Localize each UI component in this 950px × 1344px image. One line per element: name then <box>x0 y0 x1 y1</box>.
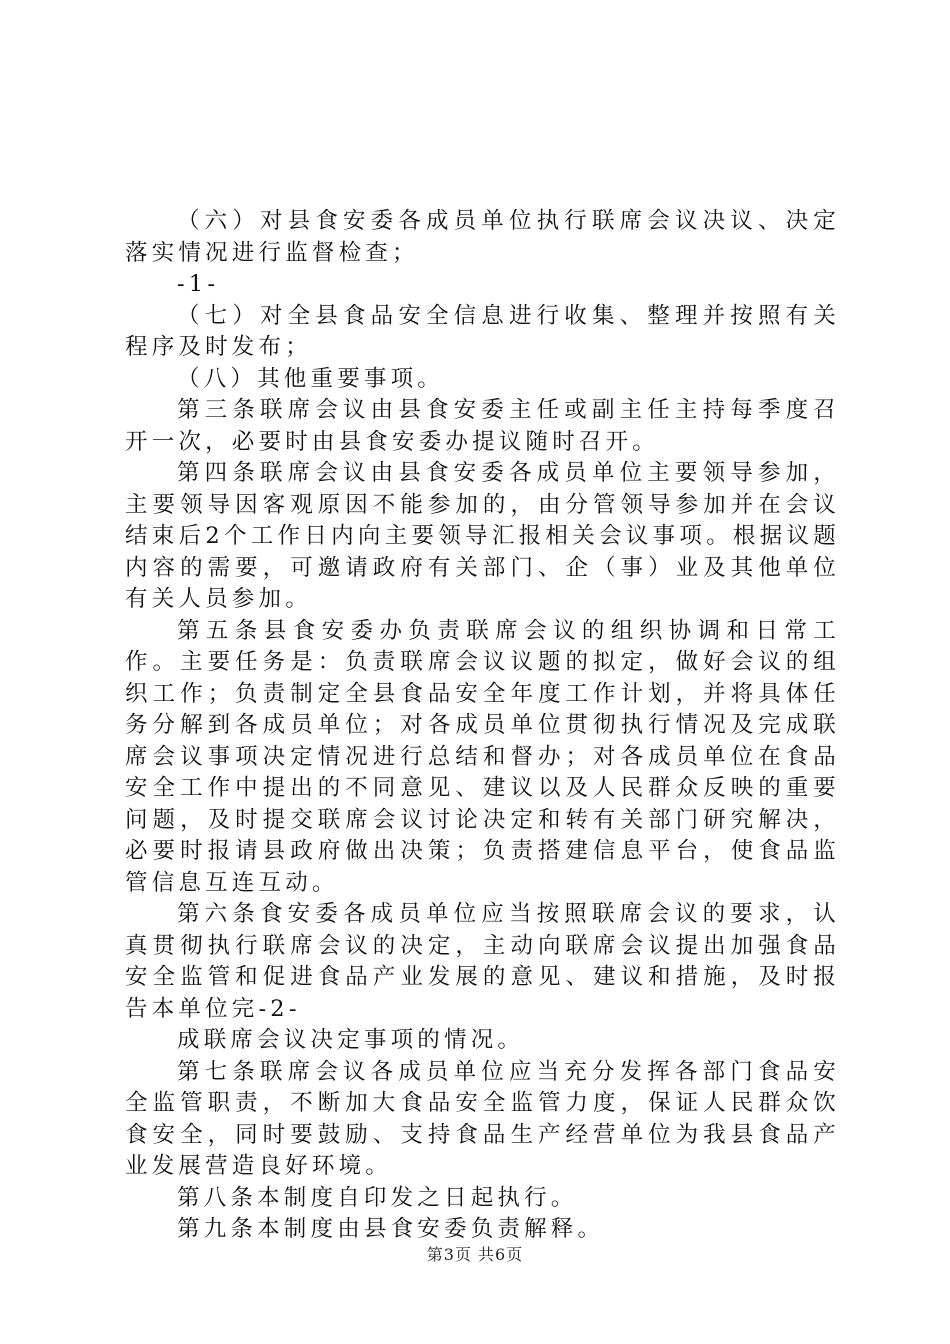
paragraph-article-5: 第五条县食安委办负责联席会议的组织协调和日常工作。主要任务是：负责联席会议议题的拟定，做好会议的组织工作；负责制定全县食品安全年度工作计划，并将具体任务分解到各成员单位；对各成员单位贯彻执行情况及完成联席会议事项决定情况进行总结和督办；对各成员单位在食品安全工作中提出的不同意见、建议以及人民群众反映的重要问题，及时提交联席会议讨论决定和转有关部门研究解决，必要时报请县政府做出决策；负责搭建信息平台，使食品监管信息互连互动。 <box>125 617 840 896</box>
page-footer: 第3页 共6页 <box>426 1245 524 1264</box>
paragraph-item-7: （七）对全县食品安全信息进行收集、整理并按照有关程序及时发布； <box>125 302 840 360</box>
paragraph-article-7: 第七条联席会议各成员单位应当充分发挥各部门食品安全监管职责，不断加大食品安全监管力度，保证人民群众饮食安全，同时要鼓励、支持食品生产经营单位为我县食品产业发展营造良好环境。 <box>125 1058 840 1179</box>
paragraph-article-9: 第九条本制度由县食安委负责解释。 <box>177 1216 605 1242</box>
page-number-marker-1: -1- <box>177 271 220 297</box>
paragraph-article-4: 第四条联席会议由县食安委各成员单位主要领导参加，主要领导因客观原因不能参加的，由分管领导参加并在会议结束后2个工作日内向主要领导汇报相关会议事项。根据议题内容的需要，可邀请政府有关部门、企（事）业及其他单位有关人员参加。 <box>125 460 840 612</box>
paragraph-article-6-continued: 成联席会议决定事项的情况。 <box>177 1027 525 1053</box>
paragraph-article-6: 第六条食安委各成员单位应当按照联席会议的要求，认真贯彻执行联席会议的决定，主动向联席会议提出加强食品安全监管和促进食品产业发展的意见、建议和措施，及时报告本单位完-2- <box>125 901 840 1022</box>
paragraph-article-8: 第八条本制度自印发之日起执行。 <box>177 1184 578 1211</box>
paragraph-article-3: 第三条联席会议由县食安委主任或副主任主持每季度召开一次，必要时由县食安委办提议随时召开。 <box>125 397 840 455</box>
document-body <box>125 206 840 1246</box>
paragraph-item-6: （六）对县食安委各成员单位执行联席会议决议、决定落实情况进行监督检查； <box>125 208 840 266</box>
paragraph-item-8: （八）其他重要事项。 <box>177 365 445 392</box>
